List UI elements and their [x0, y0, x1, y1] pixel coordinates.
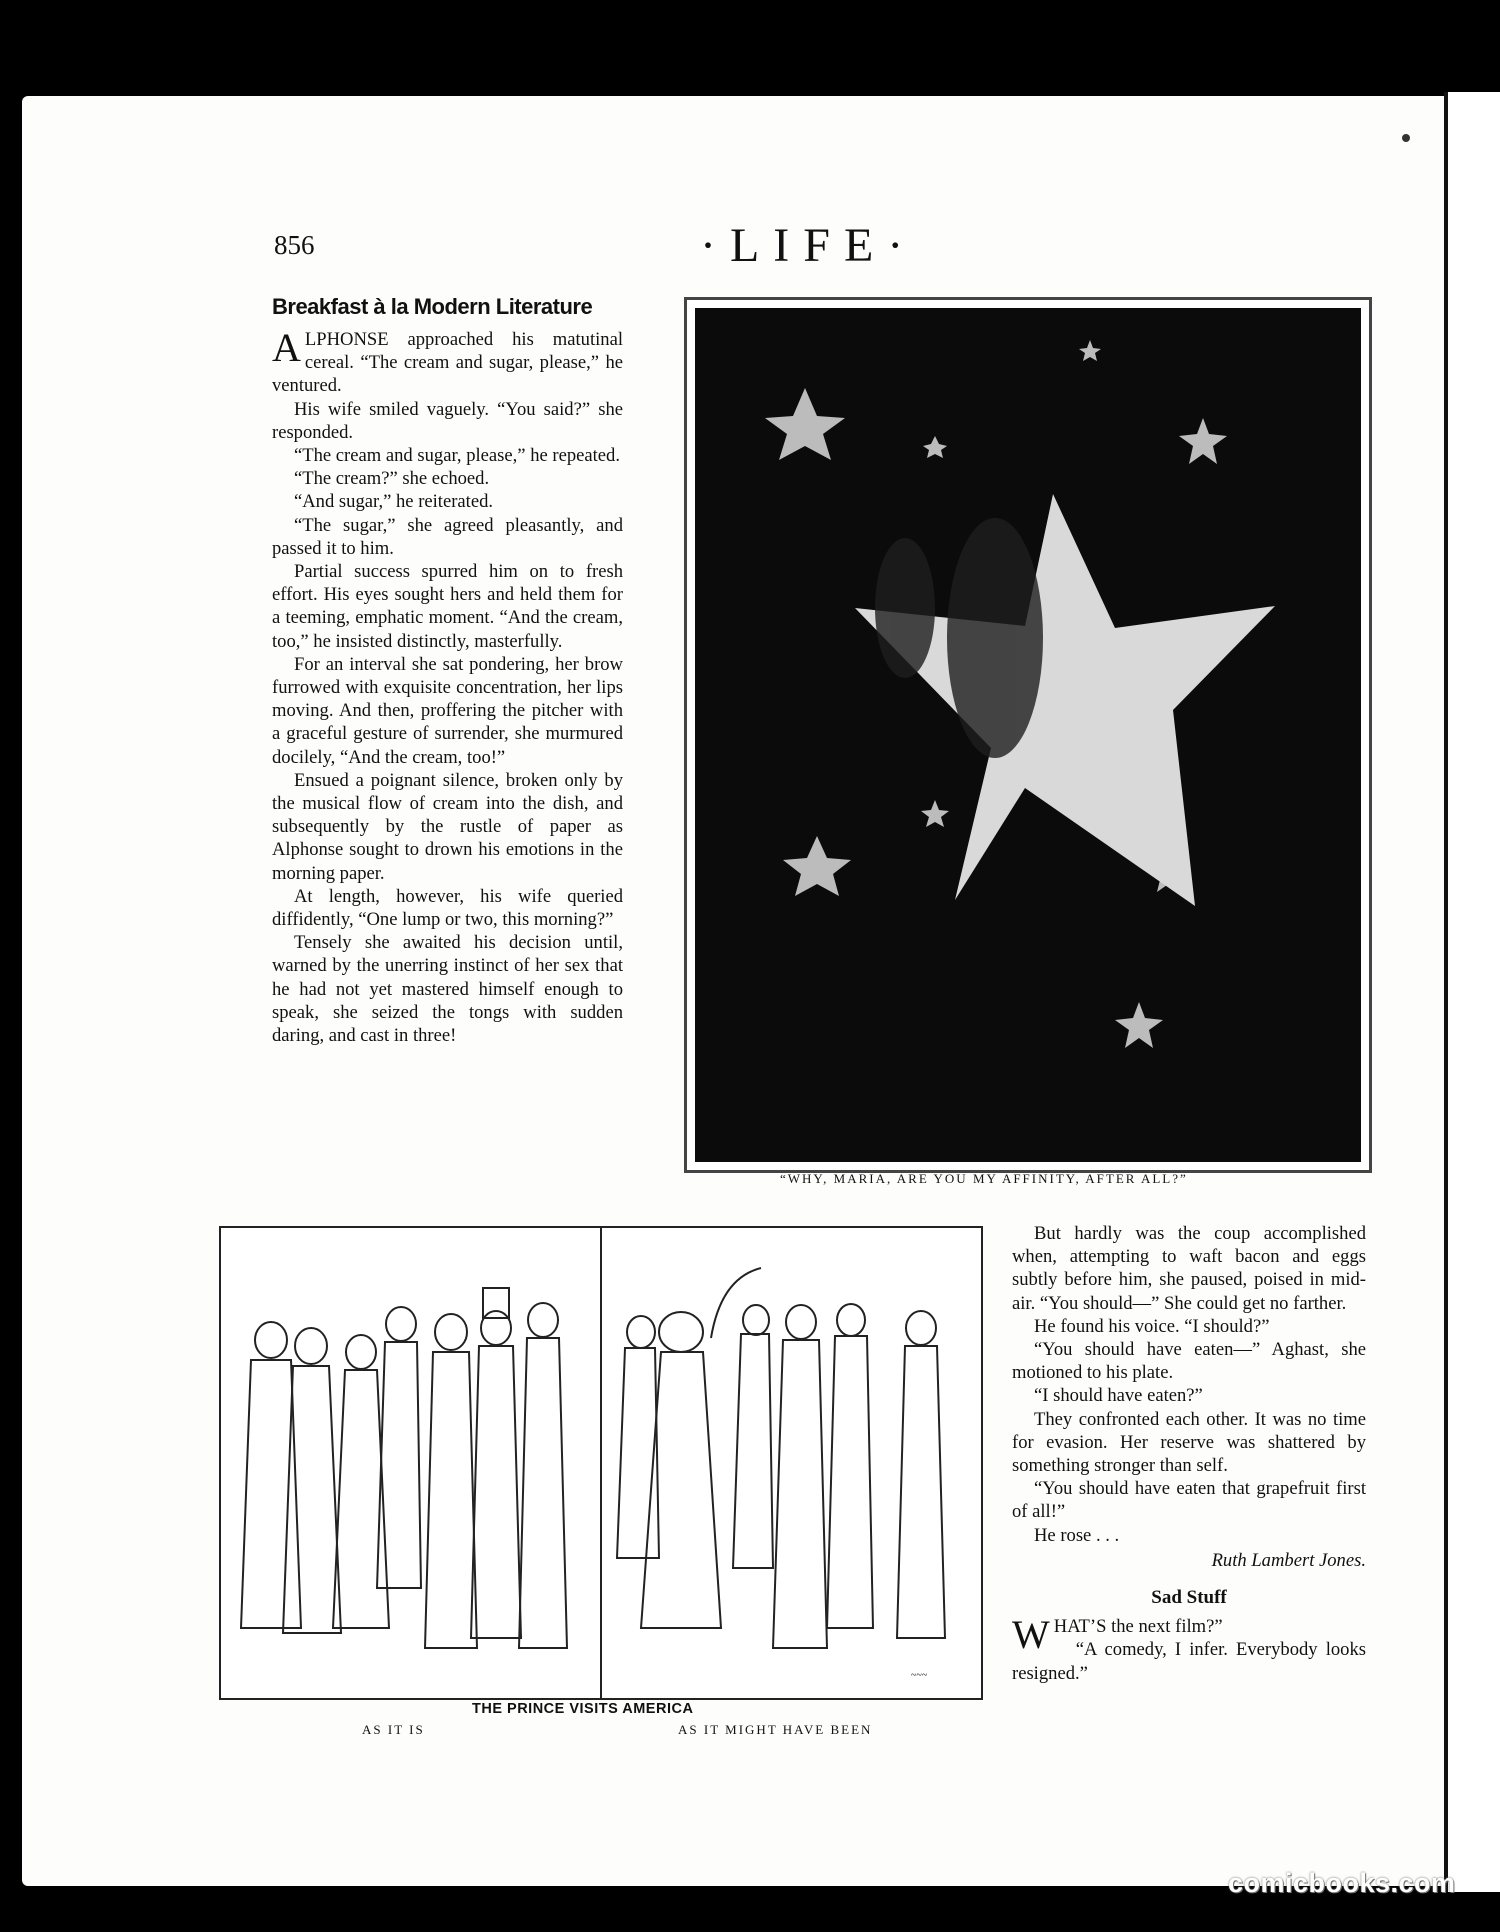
cartoon-right-caption: AS IT MIGHT HAVE BEEN	[678, 1722, 873, 1737]
svg-text:~~~: ~~~	[911, 1670, 928, 1681]
star-photo	[684, 297, 1372, 1173]
story-continued-paragraph: But hardly was the coup accomplished when, attempting to waft bacon and eggs subtly before him, she paused, poised in mid-air. “You should—” She could get no farther.	[1012, 1223, 1366, 1314]
sad-stuff-opening-text: HAT’S the next film?”	[1053, 1616, 1223, 1638]
cartoon-panel-divider	[600, 1226, 602, 1698]
page-number: 856	[274, 230, 315, 260]
story-dropcap: A	[272, 325, 301, 370]
story-continued-paragraph: “You should have eaten—” Aghast, she motioned to his plate.	[1012, 1339, 1366, 1384]
sad-stuff-line-2: “A comedy, I infer. Everybody looks resigned.”	[1012, 1639, 1366, 1684]
story-continued-paragraph: He rose . . .	[1034, 1524, 1120, 1546]
story-title: Breakfast à la Modern Literature	[272, 294, 593, 319]
cartoon-title: THE PRINCE VISITS AMERICA	[472, 1701, 694, 1717]
story-continued-paragraph: He found his voice. “I should?”	[1034, 1315, 1270, 1337]
story-column-left	[272, 325, 623, 1047]
sad-stuff-dropcap: W	[1012, 1612, 1050, 1658]
photo-caption: “WHY, MARIA, ARE YOU MY AFFINITY, AFTER ALL?”	[780, 1171, 1188, 1186]
story-continued-paragraph: “I should have eaten?”	[1034, 1385, 1203, 1407]
story-paragraph: “And sugar,” he reiterated.	[294, 491, 494, 513]
story-paragraph: Partial success spurred him on to fresh effort. His eyes sought hers and held them for a teeming, emphatic moment. “And the cream, too,” he insisted distinctly, masterfully.	[272, 561, 623, 652]
author-signature: Ruth Lambert Jones.	[1211, 1549, 1366, 1571]
story-continued-paragraph: They confronted each other. It was no time for evasion. Her reserve was shattered by something stronger than self.	[1012, 1408, 1366, 1477]
story-paragraph: His wife smiled vaguely. “You said?” she responded.	[272, 398, 623, 443]
story-paragraph: “The sugar,” she agreed pleasantly, and passed it to him.	[272, 514, 623, 559]
story-continued-paragraph: “You should have eaten that grapefruit first of all!”	[1012, 1478, 1366, 1523]
masthead: ·LIFE·	[700, 219, 918, 272]
sad-stuff-line-1	[1012, 1612, 1366, 1658]
watermark: comicbooks.com	[1228, 1868, 1456, 1898]
cartoon-left-caption: AS IT IS	[362, 1722, 425, 1737]
story-opening-text: LPHONSE approached his matutinal cereal. “The cream and sugar, please,” he ventured.	[272, 329, 623, 397]
story-column-right	[1012, 1222, 1366, 1685]
sad-stuff-title: Sad Stuff	[1151, 1587, 1227, 1609]
story-opening-paragraph	[272, 325, 623, 398]
scan-speck	[1402, 134, 1410, 142]
story-paragraph: For an interval she sat pondering, her brow furrowed with exquisite concentration, her lips moving. And then, proffering the pitcher with a graceful gesture of surrender, she murmured docilely, “And the cream, too!”	[272, 653, 623, 768]
story-paragraph: Ensued a poignant silence, broken only by the musical flow of cream into the dish, and subsequently by the rustle of paper as Alphonse sought to drown his emotions in the morning paper.	[272, 769, 623, 884]
adjacent-page-edge	[1448, 92, 1500, 1892]
story-paragraph: At length, however, his wife queried diffidently, “One lump or two, this morning?”	[272, 885, 623, 931]
story-paragraph: “The cream and sugar, please,” he repeated.	[294, 445, 621, 467]
story-paragraph: Tensely she awaited his decision until, warned by the unerring instinct of her sex that he had not yet mastered himself enough to speak, she seized the tongs with sudden daring, and cast in three!	[272, 932, 623, 1047]
story-paragraph: “The cream?” she echoed.	[294, 468, 490, 490]
